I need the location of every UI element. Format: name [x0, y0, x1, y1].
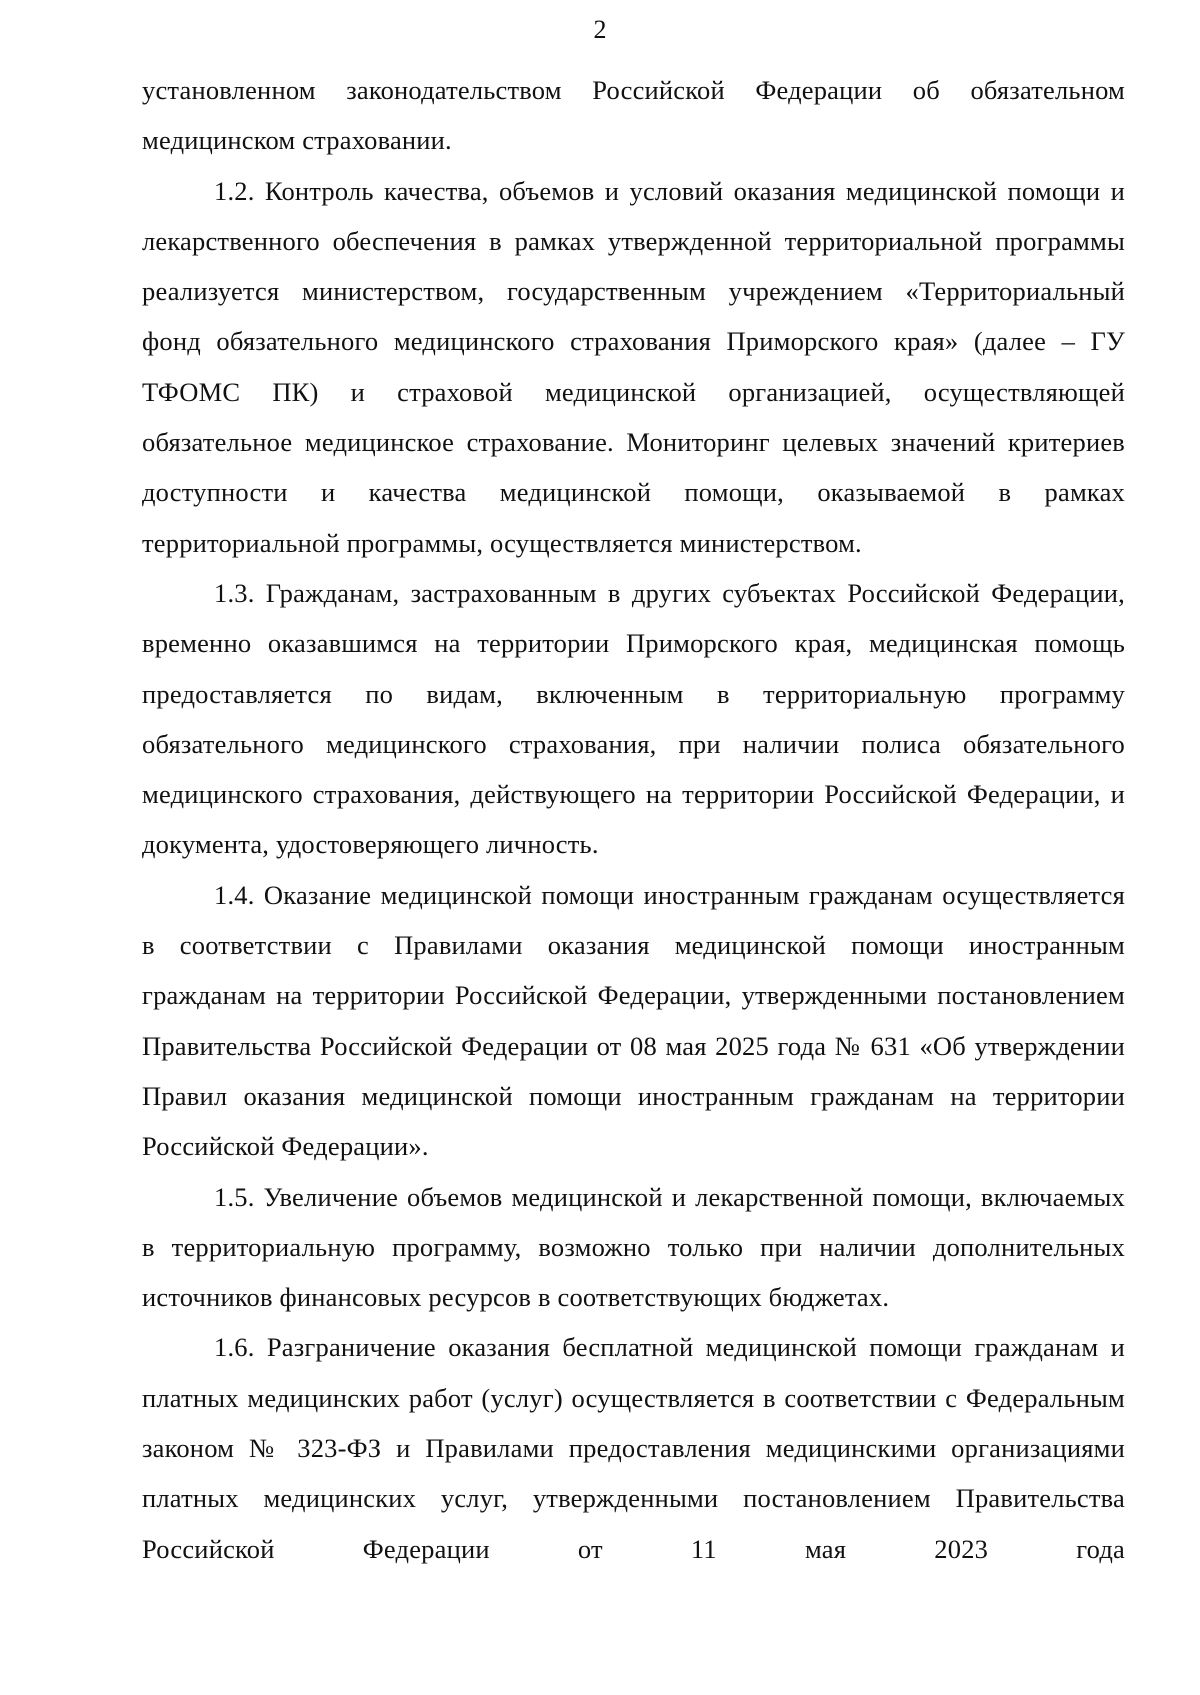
paragraph-1-2: 1.2. Контроль качества, объемов и условий оказания медицинской помощи и лекарственного обеспечения в рамках утвержденной территориальной программы реализуется министерством, государственным учреждением «Территориальный фонд обязательного медицинского страхования Приморского края» (далее – ГУ ТФОМС ПК) и страховой медицинской организацией, осуществляющей обязательное медицинское страхование. Мониторинг целевых значений критериев доступности и качества медицинской помощи, оказываемой в рамках территориальной программы, осуществляется министерством.: [142, 175, 1125, 558]
page-number: 2: [593, 15, 607, 44]
document-body: [142, 65, 1125, 1574]
paragraph-1-5: 1.5. Увеличение объемов медицинской и лекарственной помощи, включаемых в территориальную программу, возможно только при наличии дополнительных источников финансовых ресурсов в соответствующих бюджетах.: [142, 1181, 1125, 1313]
paragraph-1-3: 1.3. Гражданам, застрахованным в других субъектах Российской Федерации, временно оказавшимся на территории Приморского края, медицинская помощь предоставляется по видам, включенным в территориальную программу обязательного медицинского страхования, при наличии полиса обязательного медицинского страхования, действующего на территории Российской Федерации, и документа, удостоверяющего личность.: [142, 577, 1125, 860]
paragraph-1-4: 1.4. Оказание медицинской помощи иностранным гражданам осуществляется в соответствии с Правилами оказания медицинской помощи иностранным гражданам на территории Российской Федерации, утвержденными постановлением Правительства Российской Федерации от 08 мая 2025 года № 631 «Об утверждении Правил оказания медицинской помощи иностранным гражданам на территории Российской Федерации».: [142, 879, 1125, 1162]
paragraph-1-6: 1.6. Разграничение оказания бесплатной медицинской помощи гражданам и платных медицинских работ (услуг) осуществляется в соответствии с Федеральным законом № 323-ФЗ и Правилами предоставления медицинскими организациями платных медицинских услуг, утвержденными постановлением Правительства Российской Федерации от 11 мая 2023 года: [142, 1332, 1125, 1564]
paragraph-continuation: установленном законодательством Российской Федерации об обязательном медицинском страховании.: [142, 75, 1125, 156]
